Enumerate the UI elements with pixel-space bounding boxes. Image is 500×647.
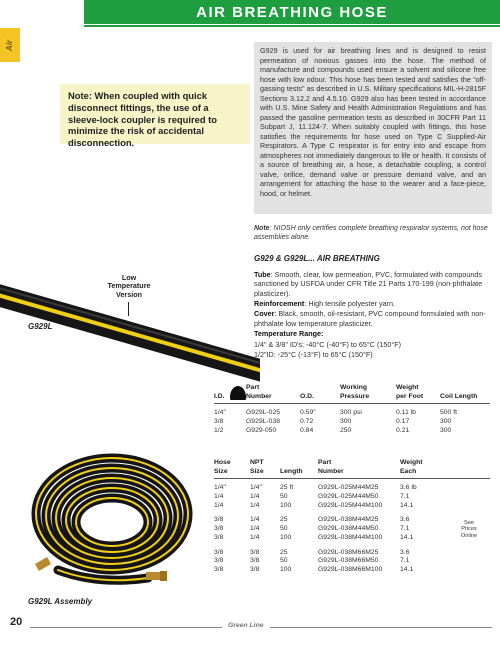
t2-hose: 3/8 (214, 565, 224, 573)
assembly-table (214, 459, 490, 575)
t2-part: G929L-025M44M25 (318, 484, 379, 492)
t2-length: 50 (280, 493, 288, 501)
t1-header-wt-top: Weight (396, 384, 419, 391)
t1-header-wp: Pressure (340, 393, 396, 404)
t2-npt: 1/4 (250, 516, 260, 524)
t2-hose: 3/8 (214, 525, 224, 533)
spec-reinforcement-text: : High tensile polyester yarn. (304, 299, 396, 309)
t1-part: G929L-038 (246, 418, 281, 426)
t1-od: 0.84 (300, 426, 314, 434)
side-tab-label: Air (5, 39, 15, 51)
t1-header-part: Number (246, 393, 300, 404)
t1-coil: 300 (440, 426, 452, 434)
t2-length: 50 (280, 557, 288, 565)
brass-fitting (146, 572, 162, 580)
t2-header-hose: Size (214, 468, 250, 479)
table-row (214, 516, 490, 525)
t2-npt: 1/4 (250, 493, 260, 501)
spec-reinforcement-label: Reinforcement (254, 299, 305, 309)
t2-hose: 1/4 (214, 501, 224, 509)
t1-wp: 300 (340, 418, 352, 426)
t2-wt: 7.1 (400, 493, 410, 501)
t1-od: 0.59" (300, 409, 316, 417)
t2-length: 100 (280, 501, 292, 509)
t1-wt: 0.17 (396, 418, 410, 426)
spec-tube (254, 270, 490, 298)
hose-spec-table (214, 384, 490, 435)
t1-header-wp-top: Working (340, 384, 368, 391)
t2-empty (448, 557, 490, 566)
table-row (214, 427, 490, 436)
t2-wt: 14.1 (400, 501, 414, 509)
t2-header-npt-top: NPT (250, 459, 264, 466)
side-tab[interactable] (0, 28, 20, 62)
t2-length: 25 ft (280, 484, 294, 492)
t1-coil: 500 ft (440, 409, 458, 417)
footer-brand: Green Line (222, 622, 270, 629)
table-row (214, 418, 490, 427)
t2-wt: 14.1 (400, 533, 414, 541)
t2-part: G929L-025M44M100 (318, 501, 383, 509)
spec-cover-label: Cover (254, 309, 275, 319)
spec-list (254, 270, 490, 360)
callout-line-3: Version (116, 289, 142, 299)
t1-header-od: O.D. (300, 393, 340, 404)
table-row (214, 502, 490, 511)
hose-label: G929L (28, 322, 53, 331)
table-row (214, 479, 490, 493)
t2-length: 25 (280, 516, 288, 524)
t2-part: G929L-038M44M100 (318, 533, 383, 541)
t1-wt: 0.11 lb (396, 409, 416, 417)
table-row (214, 493, 490, 502)
spec-tube-text: : Smooth, clear, low permeation, PVC, formulated with compounds sanctioned by USFDA under CFR Title 21 Parts 170-199 (non-phthalate plasticizer). (254, 270, 483, 298)
t1-part: G929-050 (246, 426, 277, 434)
hose-body (0, 281, 260, 385)
t2-header-part: Number (318, 468, 400, 479)
t2-length: 100 (280, 565, 292, 573)
niosh-note-label: Note (254, 225, 270, 232)
spec-temp-colon: : (320, 329, 324, 339)
callout-line-2: Temperature (107, 281, 151, 291)
niosh-note (254, 224, 490, 243)
intro-box (254, 42, 492, 214)
t2-npt: 3/8 (250, 565, 260, 573)
t2-npt: 3/8 (250, 548, 260, 556)
t2-header-wt-top: Weight (400, 459, 423, 466)
t2-npt: 1/4 (250, 533, 260, 541)
header-rule (84, 25, 500, 27)
niosh-note-text: : NIOSH only certifies complete breathing respirator systems, not hose assemblies alone. (254, 225, 488, 242)
spec-temp-heading (254, 329, 490, 338)
t1-part: G929L-025 (246, 409, 281, 417)
t2-header-part-top: Part (318, 459, 332, 466)
t2-header-wt: Each (400, 468, 448, 479)
spec-reinforcement (254, 299, 490, 308)
see-prices-line-3: Online (460, 532, 478, 539)
t1-od: 0.72 (300, 418, 314, 426)
t2-length: 25 (280, 548, 288, 556)
t2-part: G929L-038M44M50 (318, 525, 379, 533)
spec-temp-2: 1/2"ID: -25°C (-13°F) to 65°C (150°F) (254, 349, 373, 359)
t2-part: G929L-038M44M25 (318, 516, 379, 524)
t2-npt: 1/4 (250, 525, 260, 533)
t2-header-blank-1 (280, 459, 318, 468)
t2-wt: 7.1 (400, 525, 410, 533)
table-row (214, 566, 490, 575)
t2-wt: 14.1 (400, 565, 414, 573)
t2-hose: 3/8 (214, 533, 224, 541)
t1-id: 1/4" (214, 409, 226, 417)
t1-coil: 300 (440, 418, 452, 426)
t1-wt: 0.21 (396, 426, 410, 434)
t2-header-blank-3 (448, 468, 490, 479)
t2-part: G929L-038M66M25 (318, 548, 379, 556)
t2-header-blank-2 (448, 459, 490, 468)
t2-header-hose-top: Hose (214, 459, 231, 466)
t1-wp: 250 (340, 426, 352, 434)
t1-wp: 300 psi (340, 409, 362, 417)
t2-part: G929L-025M44M50 (318, 493, 379, 501)
t2-hose: 3/8 (214, 557, 224, 565)
t2-length: 100 (280, 533, 292, 541)
page-number: 20 (10, 616, 23, 628)
section-title: G929 & G929L... AIR BREATHING (254, 254, 380, 263)
t2-npt: 1/4 (250, 501, 260, 509)
t2-part: G929L-038M66M50 (318, 557, 379, 565)
t2-wt: 3.6 (400, 548, 410, 556)
hose-image (0, 270, 260, 400)
t2-empty (448, 493, 490, 502)
spec-cover (254, 309, 490, 328)
spec-cover-text: : Black, smooth, oil-resistant, PVC compound formulated with non-phthalate low temperature plasticizer. (254, 309, 486, 328)
intro-text: G929 is used for air breathing lines and is designed to resist permeation of noxious gasses into the hose. The method of manufacture and compounds used ensure a solvent and silicone free hose with low odour. This hose has been tested and satisfies the “off-gassing tests” as described in U.S. Military specifications MIL-H-2815F Sections 3.12.2 and 4.5.10. G929 also has been tested in accordance with U.S. Mine Safety and Health Administration Regulations and has passed the gasoline permeation tests as described in 30CFR Part 11 Subpart J, 11.124-7. When suitably coupled with fittings, this hose satisfies the requirements for hose used on Type C Supplied-Air Respirators. A Type C respirator is for entry into and escape from atmospheres not immediately dangerous to life or health. It consists of a source of breathing air, a hose, a detachable coupling, a control valve, orifice, demand valve or pressure demand valve, and an arrangement for attaching the hose to the wearer and a face-piece, hood, or helmet. (260, 46, 486, 198)
page-title: AIR BREATHING HOSE (196, 3, 388, 21)
t2-npt: 1/4" (250, 484, 262, 492)
t2-wt: 7.1 (400, 557, 410, 565)
t1-header-blank-2 (300, 384, 340, 393)
warning-note-text: Note: When coupled with quick disconnect fittings, the use of a sleeve-lock coupler is required to minimize the risk of accidental disconnection. (68, 90, 218, 148)
t2-empty (448, 566, 490, 575)
see-prices-online-link[interactable] (448, 516, 490, 542)
t1-header-part-top: Part (246, 384, 260, 391)
t2-wt: 3.6 lb (400, 484, 417, 492)
t2-npt: 3/8 (250, 557, 260, 565)
header-bar (84, 0, 500, 24)
table-row (214, 549, 490, 558)
see-prices-line-2: Prices (461, 526, 477, 533)
t2-wt: 3.6 (400, 516, 410, 524)
t2-empty (448, 549, 490, 558)
spec-tube-label: Tube (254, 270, 271, 279)
t1-header-blank-3 (440, 384, 490, 393)
t2-hose: 3/8 (214, 516, 224, 524)
t2-length: 50 (280, 525, 288, 533)
warning-note-box (60, 84, 250, 148)
spec-temp-label: Temperature Range (254, 329, 321, 339)
t1-header-coil: Coil Length (440, 393, 490, 404)
t2-header-length: Length (280, 468, 318, 479)
see-prices-line-1: See (464, 519, 474, 526)
table-row (214, 557, 490, 566)
hose-assembly-image (28, 450, 198, 592)
t2-part: G929L-038M66M100 (318, 565, 383, 573)
t1-id: 1/2 (214, 426, 224, 434)
t1-header-blank-1 (214, 384, 246, 393)
t2-empty (448, 502, 490, 511)
t2-empty (448, 479, 490, 493)
assembly-label: G929L Assembly (28, 597, 93, 606)
table-row (214, 404, 490, 418)
t2-hose: 3/8 (214, 548, 224, 556)
spec-temp-1: 1/4" & 3/8" ID's: -40°C (-40°F) to 65°C (150°F) (254, 339, 401, 349)
t1-header-wt: per Foot (396, 393, 440, 404)
t1-id: 3/8 (214, 418, 224, 426)
t1-header-id: I.D. (214, 393, 246, 404)
callout-line-1: Low (121, 273, 137, 282)
t2-hose: 1/4 (214, 493, 224, 501)
t2-header-npt: Size (250, 468, 280, 479)
t2-hose: 1/4" (214, 484, 226, 492)
